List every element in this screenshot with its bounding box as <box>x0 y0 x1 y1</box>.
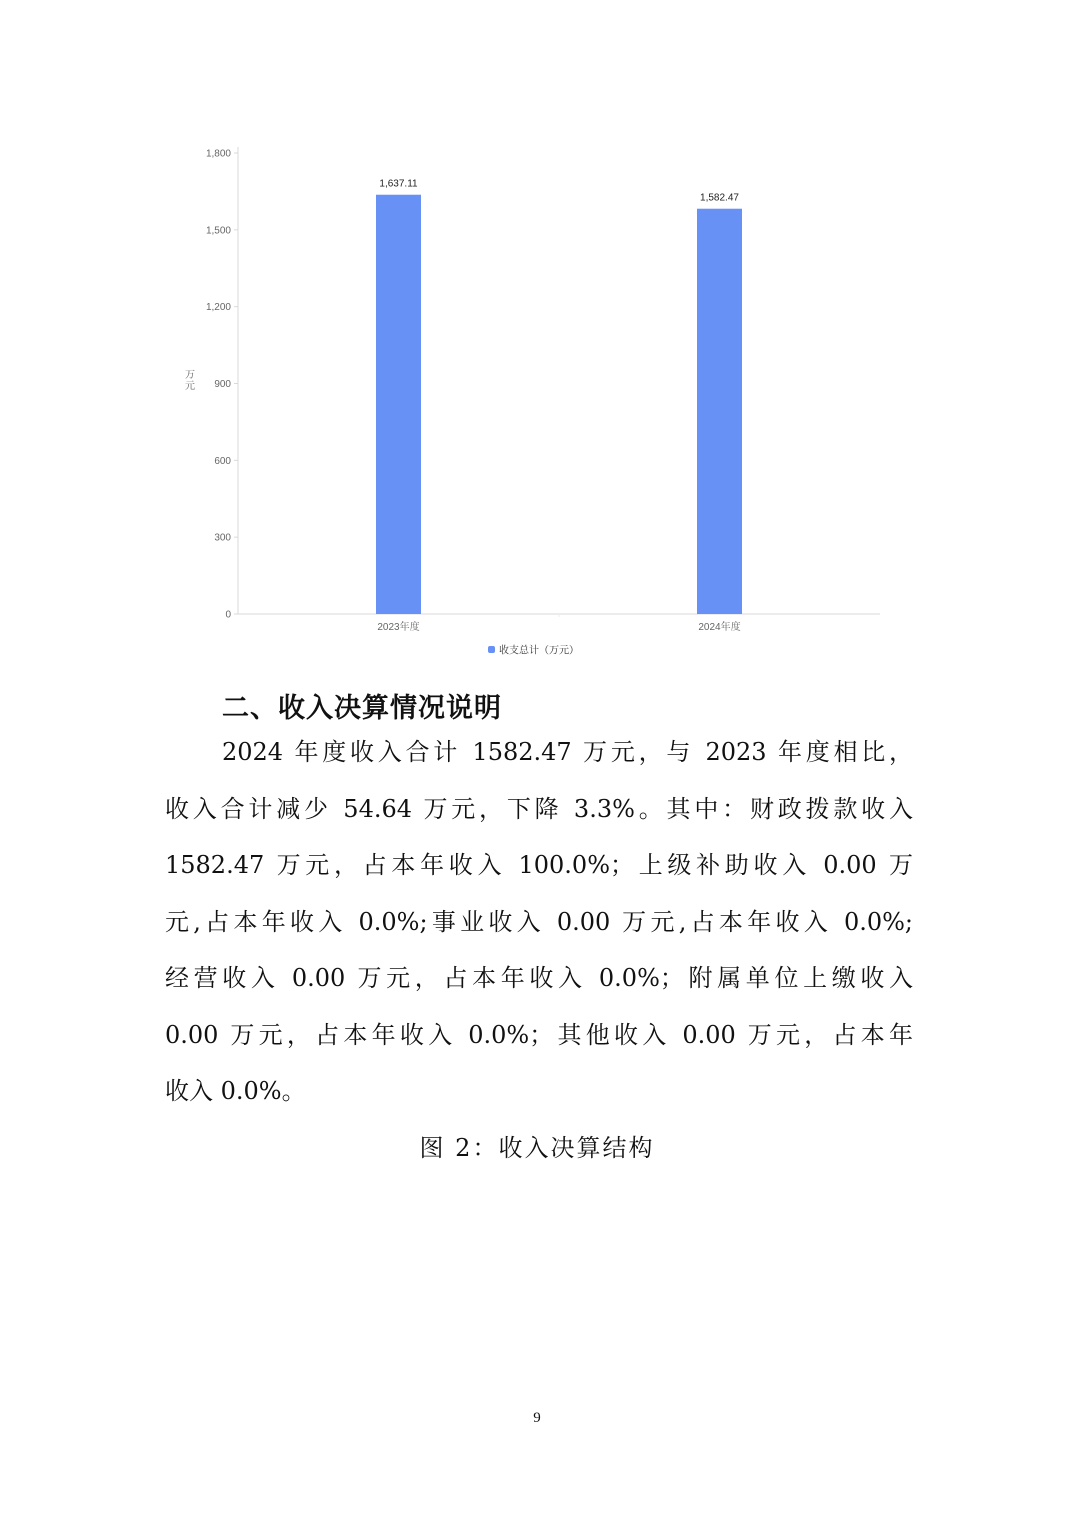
y-tick-label: 1,500 <box>205 225 231 237</box>
figure-caption: 图 2：收入决算结构 <box>419 1134 655 1162</box>
bar <box>376 195 421 614</box>
x-tick-label: 2023年度 <box>377 622 420 633</box>
section-heading: 二、收入决算情况说明 <box>222 693 502 724</box>
x-tick-label: 2024年度 <box>698 622 741 633</box>
paragraph-line: 0.00 万元，占本年收入 0.0%；其他收入 0.00 万元，占本年 <box>165 1020 913 1049</box>
page-number: 9 <box>533 1410 541 1426</box>
y-tick-label: 0 <box>225 609 231 621</box>
y-tick-label: 1,200 <box>205 302 231 314</box>
legend-marker <box>488 646 495 653</box>
y-tick-label: 600 <box>214 455 231 467</box>
paragraph-line: 2024 年度收入合计 1582.47 万元，与 2023 年度相比， <box>222 738 913 766</box>
paragraph-line: 收入合计减少 54.64 万元，下降 3.3%。其中：财政拨款收入 <box>165 794 913 823</box>
bar <box>697 209 742 614</box>
paragraph-line: 1582.47 万元，占本年收入 100.0%；上级补助收入 0.00 万 <box>165 851 913 879</box>
bar-chart <box>0 0 1074 670</box>
paragraph-line: 元,占本年收入 0.0%;事业收入 0.00 万元,占本年收入 0.0%; <box>165 907 913 936</box>
y-tick-label: 900 <box>214 379 231 390</box>
legend-label: 收支总计（万元） <box>499 645 579 657</box>
body-paragraph <box>165 724 913 1120</box>
data-label: 1,582.47 <box>700 192 739 204</box>
paragraph-line: 收入 0.0%。 <box>165 1077 306 1105</box>
y-tick-label: 300 <box>214 532 231 544</box>
y-axis-label: 万元 <box>185 370 195 392</box>
paragraph-line: 经营收入 0.00 万元，占本年收入 0.0%；附属单位上缴收入 <box>165 964 913 992</box>
y-tick-label: 1,800 <box>205 148 231 160</box>
data-label: 1,637.11 <box>379 178 418 190</box>
